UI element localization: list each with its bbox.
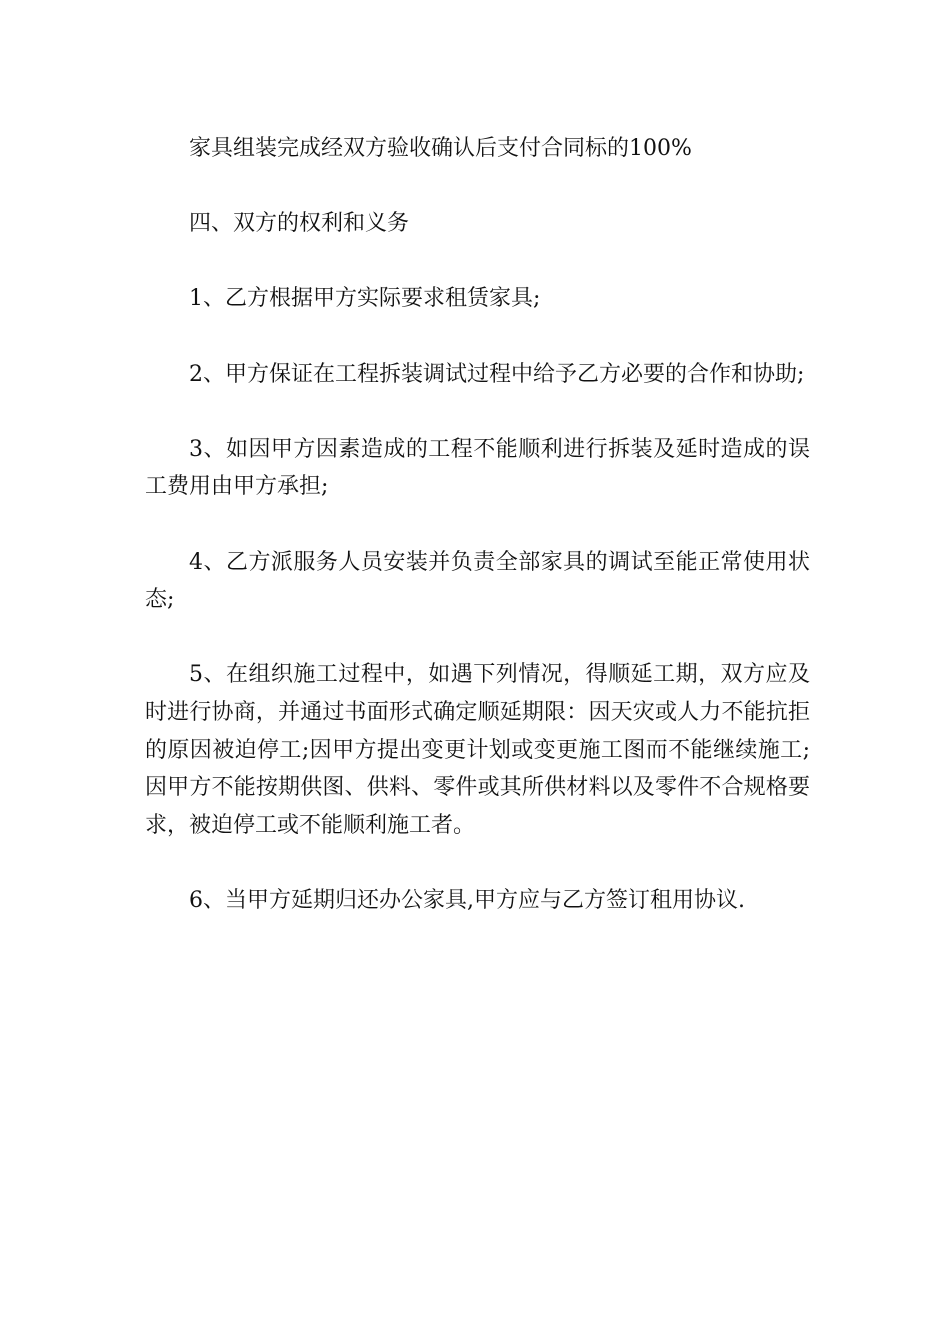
clause-1: 1、乙方根据甲方实际要求租赁家具; bbox=[189, 286, 541, 312]
clause-2: 2、甲方保证在工程拆装调试过程中给予乙方必要的合作和协助; bbox=[189, 361, 805, 387]
section-heading-rights-obligations: 四、双方的权利和义务 bbox=[189, 211, 410, 237]
document-body bbox=[145, 130, 810, 919]
payment-terms-paragraph: 家具组装完成经双方验收确认后支付合同标的100% bbox=[189, 136, 692, 161]
clause-5: 5、在组织施工过程中，如遇下列情况，得顺延工期，双方应及时进行协商，并通过书面形式确定顺延期限：因天灾或人力不能抗拒的原因被迫停工;因甲方提出变更计划或变更施工图而不能继续施工;因甲方不能按期供图、供料、零件或其所供材料以及零件不合规格要求，被迫停工或不能顺利施工者。 bbox=[145, 662, 810, 838]
clause-6: 6、当甲方延期归还办公家具,甲方应与乙方签订租用协议. bbox=[189, 887, 745, 913]
clause-3: 3、如因甲方因素造成的工程不能顺利进行拆装及延时造成的误工费用由甲方承担; bbox=[145, 436, 810, 500]
clause-4: 4、乙方派服务人员安装并负责全部家具的调试至能正常使用状态; bbox=[145, 549, 810, 613]
